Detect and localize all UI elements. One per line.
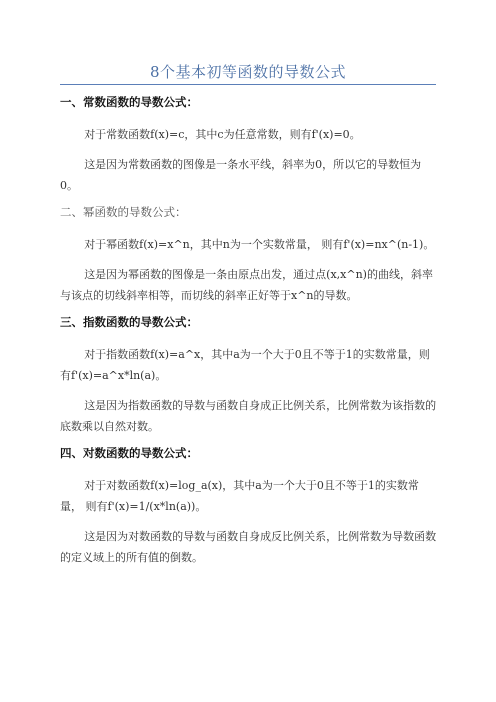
section-paragraph: 这是因为指数函数的导数与函数自身成正比例关系，比例常数为该指数的底数乘以自然对数。 [60, 399, 437, 433]
section-constant-function [60, 95, 438, 196]
title-underline [60, 84, 436, 85]
section-paragraph: 对于指数函数f(x)=a^x，其中a为一个大于0且不等于1的实数常量，则有f'(x)=a^x*ln(a)。 [60, 348, 430, 382]
section-paragraph: 这是因为对数函数的导数与函数自身成反比例关系，比例常数为导数函数的定义域上的所有值的倒数。 [60, 530, 437, 564]
document-body [60, 95, 438, 568]
section-paragraph: 对于常数函数f(x)=c，其中c为任意常数，则有f'(x)=0。 [84, 128, 361, 141]
section-heading: 四、对数函数的导数公式： [60, 446, 198, 460]
section-logarithmic-function [60, 446, 438, 568]
section-paragraph: 对于对数函数f(x)=log_a(x)，其中a为一个大于0且不等于1的实数常量， 则有f'(x)=1/(x*ln(a))。 [60, 479, 419, 513]
section-power-function [60, 205, 438, 306]
section-heading: 三、指数函数的导数公式： [60, 315, 198, 329]
section-paragraph: 对于幂函数f(x)=x^n，其中n为一个实数常量， 则有f'(x)=nx^(n-1)。 [84, 238, 435, 251]
section-paragraph: 这是因为幂函数的图像是一条由原点出发，通过点(x,x^n)的曲线，斜率与该点的切线斜率相等，而切线的斜率正好等于x^n的导数。 [60, 268, 433, 302]
section-paragraph: 这是因为常数函数的图像是一条水平线，斜率为0，所以它的导数恒为0。 [60, 158, 422, 192]
section-heading: 二、幂函数的导数公式： [60, 205, 187, 219]
document-title: 8个基本初等函数的导数公式 [149, 63, 347, 81]
section-exponential-function [60, 315, 438, 437]
section-heading: 一、常数函数的导数公式： [60, 95, 198, 109]
